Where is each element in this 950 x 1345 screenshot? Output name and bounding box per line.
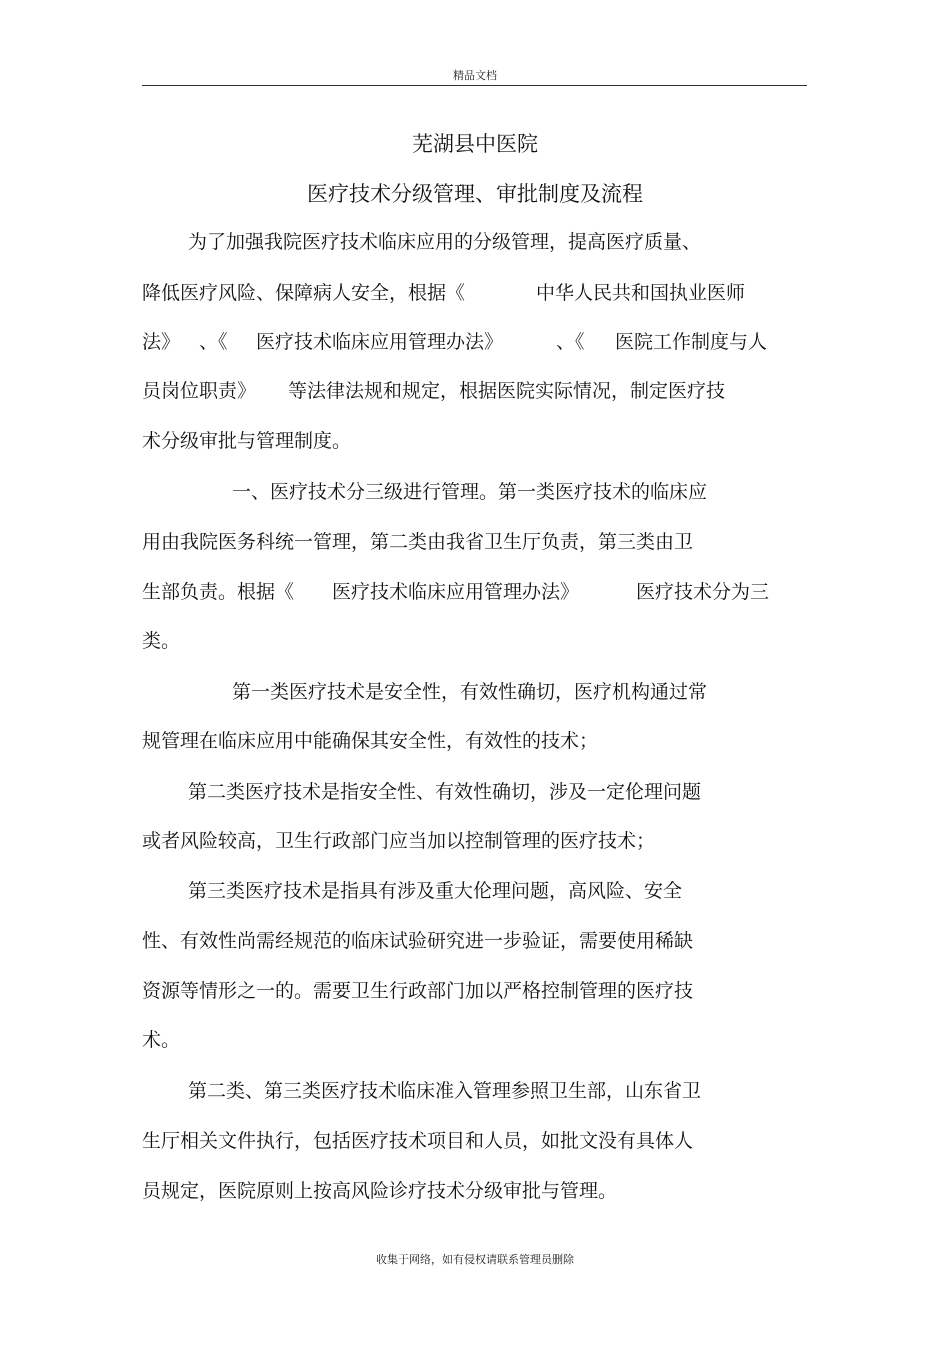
text-line: 、《 [556,331,585,353]
header-rule [142,85,807,86]
text-line: 医疗技术临床应用管理办法》 [332,581,580,603]
text-line: 规管理在临床应用中能确保其安全性，有效性的技术； [142,730,599,752]
text-line: 医疗技术临床应用管理办法》 [256,331,504,353]
text-line: 中华人民共和国执业医师 [536,282,746,304]
text-line: 资源等情形之一的。需要卫生行政部门加以严格控制管理的医疗技 [142,980,694,1002]
text-line: 第二类、第三类医疗技术临床准入管理参照卫生部，山东省卫 [188,1080,702,1102]
text-line: 生部负责。根据《 [142,581,295,603]
text-line: 降低医疗风险、保障病人安全，根据《 [142,282,466,304]
text-line: 性、有效性尚需经规范的临床试验研究进一步验证，需要使用稀缺 [142,930,694,952]
text-line: 等法律法规和规定，根据医院实际情况，制定医疗技 [288,380,726,402]
text-line: 医院工作制度与人 [615,331,768,353]
text-line: 员岗位职责》 [142,380,257,402]
text-line: 第二类医疗技术是指安全性、有效性确切，涉及一定伦理问题 [188,781,702,803]
text-line: 第一类医疗技术是安全性，有效性确切，医疗机构通过常 [232,681,708,703]
text-line: 术。 [142,1029,181,1051]
page-footer: 收集于网络，如有侵权请联系管理员删除 [376,1253,574,1266]
text-line: 员规定，医院原则上按高风险诊疗技术分级审批与管理。 [142,1180,618,1202]
text-line: 医疗技术分为三 [636,581,770,603]
page-header: 精品文档 [453,69,497,82]
text-line: 术分级审批与管理制度。 [142,430,352,452]
text-line: 法》 [142,331,181,353]
text-line: 、《 [199,331,228,353]
text-line: 为了加强我院医疗技术临床应用的分级管理，提高医疗质量、 [188,231,702,253]
document-title: 医疗技术分级管理、审批制度及流程 [307,182,643,206]
text-line: 生厅相关文件执行，包括医疗技术项目和人员，如批文没有具体人 [142,1130,694,1152]
text-line: 用由我院医务科统一管理，第二类由我省卫生厅负责，第三类由卫 [142,531,694,553]
text-line: 类。 [142,630,181,652]
hospital-name: 芜湖县中医院 [412,132,538,156]
text-line: 一、医疗技术分三级进行管理。第一类医疗技术的临床应 [232,481,708,503]
text-line: 或者风险较高，卫生行政部门应当加以控制管理的医疗技术； [142,830,656,852]
text-line: 第三类医疗技术是指具有涉及重大伦理问题，高风险、安全 [188,880,683,902]
